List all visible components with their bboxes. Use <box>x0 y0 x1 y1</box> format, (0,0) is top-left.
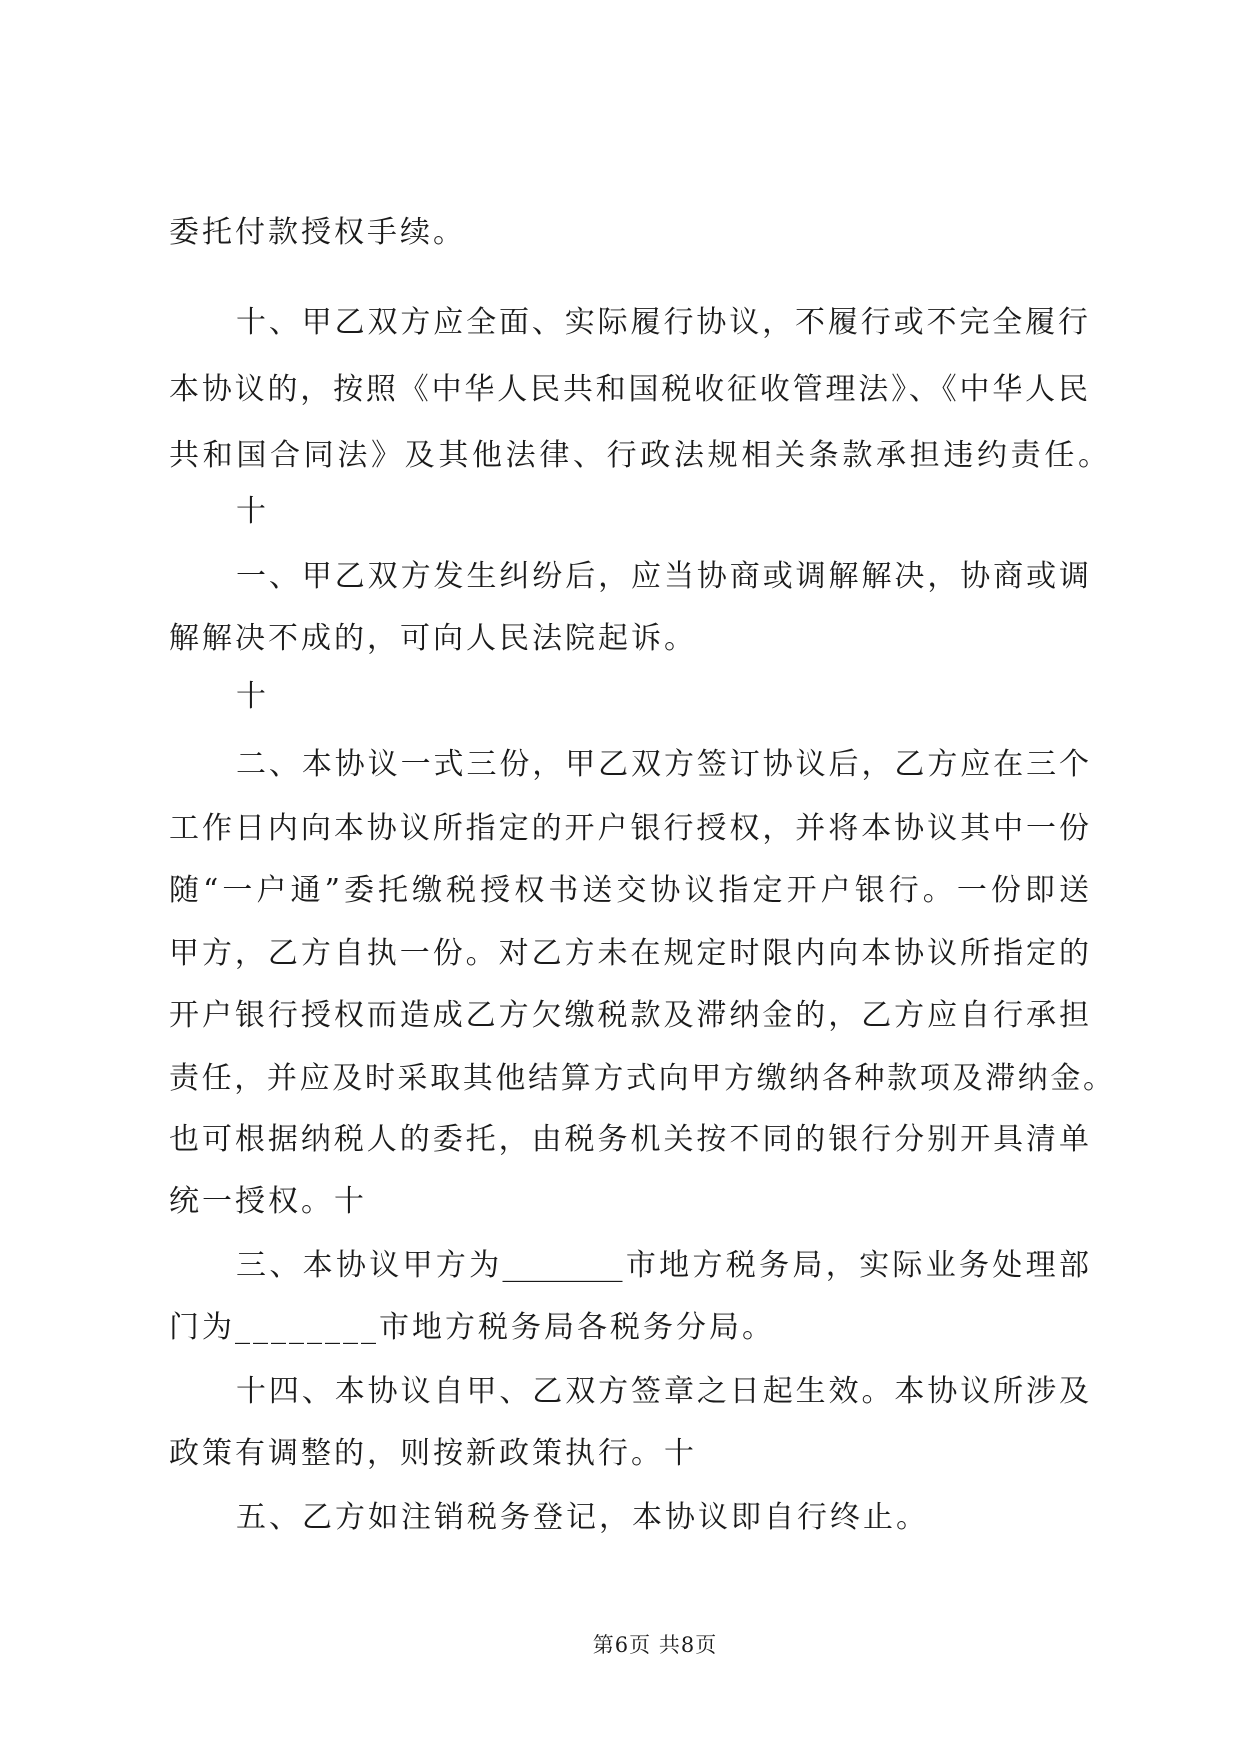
paragraph-start-line: 十 <box>236 679 269 714</box>
text-line: 随“一户通”委托缴税授权书送交协议指定开户银行。一份即送 <box>169 873 1089 908</box>
text-line: 工作日内向本协议所指定的开户银行授权，并将本协议其中一份 <box>169 811 1089 846</box>
text-line: 开户银行授权而造成乙方欠缴税款及滞纳金的，乙方应自行承担 <box>169 998 1089 1033</box>
text-line: 共和国合同法》及其他法律、行政法规相关条款承担违约责任。 <box>169 438 1108 473</box>
paragraph-start-line: 十 <box>236 494 269 529</box>
text-line: 统一授权。十 <box>169 1184 367 1219</box>
text-line: 本协议的，按照《中华人民共和国税收征收管理法》、《中华人民 <box>169 372 1088 407</box>
text-line: 解解决不成的，可向人民法院起诉。 <box>169 621 697 656</box>
text-line: 甲方，乙方自执一份。对乙方未在规定时限内向本协议所指定的 <box>169 936 1089 971</box>
text-line: 责任，并应及时采取其他结算方式向甲方缴纳各种款项及滞纳金。 <box>169 1061 1113 1096</box>
page-number-footer: 第6页 共8页 <box>592 1633 718 1657</box>
paragraph-start-line: 三、本协议甲方为________市地方税务局，实际业务处理部 <box>236 1248 1089 1283</box>
paragraph-start-line: 十、甲乙双方应全面、实际履行协议，不履行或不完全履行 <box>236 305 1088 340</box>
paragraph-start-line: 二、本协议一式三份，甲乙双方签订协议后，乙方应在三个 <box>236 747 1089 782</box>
paragraph-start-line: 十四、本协议自甲、乙双方签章之日起生效。本协议所涉及 <box>236 1374 1089 1409</box>
text-line: 政策有调整的，则按新政策执行。十 <box>169 1436 697 1471</box>
paragraph-start-line: 五、乙方如注销税务登记，本协议即自行终止。 <box>236 1500 929 1535</box>
text-line: 也可根据纳税人的委托，由税务机关按不同的银行分别开具清单 <box>169 1122 1089 1157</box>
text-line: 委托付款授权手续。 <box>169 215 466 250</box>
text-line: 门为________市地方税务局各税务分局。 <box>169 1310 775 1345</box>
paragraph-start-line: 一、甲乙双方发生纠纷后，应当协商或调解解决，协商或调 <box>236 559 1089 594</box>
